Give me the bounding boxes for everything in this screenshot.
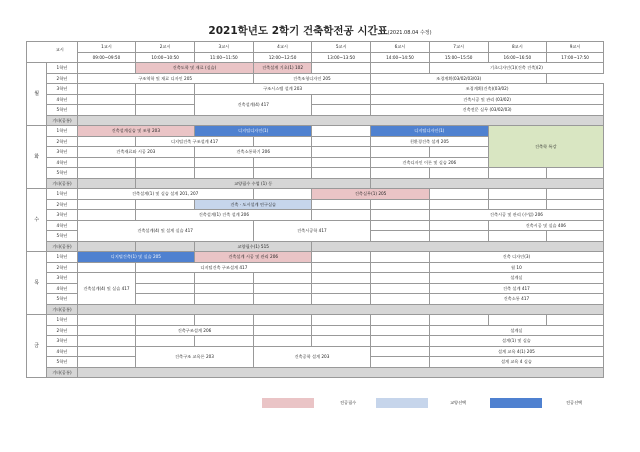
empty-cell xyxy=(371,231,430,242)
empty-cell xyxy=(77,115,603,126)
period-time: 17:00~17:50 xyxy=(547,52,604,63)
grade-label: 4학년 xyxy=(47,346,77,357)
course-cell: 조경계획(건축)(03/02) xyxy=(371,84,604,95)
course-cell: 건축설계(1) 및 실습 설계 201, 207 xyxy=(77,189,253,200)
empty-cell xyxy=(253,157,312,168)
empty-cell xyxy=(488,168,547,179)
grade-label: 2학년 xyxy=(47,325,77,336)
empty-cell xyxy=(312,210,371,221)
empty-cell xyxy=(253,273,312,284)
empty-cell xyxy=(547,231,604,242)
course-cell: 구조시스템 설계 203 xyxy=(195,84,371,95)
grade-label: 1학년 xyxy=(47,126,77,137)
empty-cell xyxy=(312,147,371,158)
empty-cell xyxy=(136,84,195,95)
empty-cell xyxy=(429,189,488,200)
empty-cell xyxy=(488,315,547,326)
empty-cell xyxy=(136,294,195,305)
empty-cell xyxy=(429,168,488,179)
empty-cell xyxy=(77,84,136,95)
empty-cell xyxy=(77,304,603,315)
course-cell: 건축공학 설계 203 xyxy=(253,346,370,367)
course-cell: 건축시공 및 실습 406 xyxy=(488,220,603,231)
empty-cell xyxy=(312,241,604,252)
grade-label: 기타(공통) xyxy=(47,241,77,252)
course-cell: 설계실 xyxy=(429,273,603,284)
course-cell: 건축실무(1) 205 xyxy=(312,189,429,200)
period-label: 4교시 xyxy=(253,42,312,53)
grade-label: 3학년 xyxy=(47,273,77,284)
empty-cell xyxy=(253,189,312,200)
grade-label: 1학년 xyxy=(47,315,77,326)
course-cell: 건축설계(4) 및 설계 실습 417 xyxy=(77,220,253,241)
empty-cell xyxy=(77,157,136,168)
empty-cell xyxy=(195,168,254,179)
empty-cell xyxy=(371,199,430,210)
empty-cell xyxy=(371,357,430,368)
empty-cell xyxy=(195,273,254,284)
grade-label: 2학년 xyxy=(47,199,77,210)
course-cell: 건축디자인 이론 및 실습 206 xyxy=(371,157,488,168)
legend-swatch-major-elective xyxy=(490,398,542,408)
legend-swatch-general-elective xyxy=(376,398,428,408)
empty-cell xyxy=(136,199,195,210)
empty-cell xyxy=(136,273,195,284)
empty-cell xyxy=(371,63,430,74)
course-cell: 디지털건축 구조설계 417 xyxy=(136,136,253,147)
period-label: 1교시 xyxy=(77,42,136,53)
course-cell: 건축 설계 417 xyxy=(429,283,603,294)
course-cell: 건축학 특강 xyxy=(488,126,603,168)
empty-cell xyxy=(312,283,371,294)
empty-cell xyxy=(253,136,312,147)
period-time: 15:00~15:50 xyxy=(429,52,488,63)
grade-label: 1학년 xyxy=(47,189,77,200)
day-label: 수 xyxy=(27,189,47,252)
course-cell: 기초디자인(1)(건축 건축)(2) xyxy=(429,63,603,74)
empty-cell xyxy=(312,157,371,168)
day-label: 목 xyxy=(27,252,47,315)
period-label: 8교시 xyxy=(488,42,547,53)
empty-cell xyxy=(371,147,430,158)
empty-cell xyxy=(488,231,547,242)
empty-cell xyxy=(371,294,430,305)
legend-label: 전공선택 xyxy=(566,400,583,405)
grade-label: 4학년 xyxy=(47,157,77,168)
empty-cell xyxy=(136,168,195,179)
empty-cell xyxy=(136,241,195,252)
day-label: 금 xyxy=(27,315,47,378)
empty-cell xyxy=(77,315,136,326)
empty-cell xyxy=(312,252,371,263)
empty-cell xyxy=(312,325,371,336)
empty-cell xyxy=(312,63,371,74)
period-label: 2교시 xyxy=(136,42,195,53)
course-cell: 디지털디자인(1) xyxy=(371,126,488,137)
page-title: 2021학년도 2학기 건축학전공 시간표(2021.08.04 수정) xyxy=(208,25,432,37)
empty-cell xyxy=(77,136,136,147)
empty-cell xyxy=(371,168,430,179)
grade-label: 3학년 xyxy=(47,210,77,221)
course-cell: 설계(1) 및 실습 xyxy=(429,336,603,347)
empty-cell xyxy=(77,178,136,189)
empty-cell xyxy=(253,315,312,326)
course-cell: 건축설계(4) 및 실습 417 xyxy=(77,273,136,305)
course-cell: 교양필수 수업 (1) 동 xyxy=(136,178,371,189)
empty-cell xyxy=(136,336,195,347)
legend-label: 교양선택 xyxy=(450,400,467,405)
grade-label: 4학년 xyxy=(47,94,77,105)
empty-cell xyxy=(253,325,312,336)
empty-cell xyxy=(77,63,136,74)
course-cell: 건축설계 시공 및 관리 206 xyxy=(195,252,312,263)
period-time: 13:00~13:50 xyxy=(312,52,371,63)
course-cell: 건축조형디자인 205 xyxy=(253,73,370,84)
empty-cell xyxy=(195,283,254,294)
empty-cell xyxy=(253,294,312,305)
empty-cell xyxy=(136,315,195,326)
legend-swatch-major-required xyxy=(262,398,314,408)
period-time: 11:00~11:50 xyxy=(195,52,254,63)
header-corner: 교시 xyxy=(27,42,78,63)
empty-cell xyxy=(195,157,254,168)
empty-cell xyxy=(312,336,371,347)
grade-label: 2학년 xyxy=(47,73,77,84)
empty-cell xyxy=(77,367,603,378)
empty-cell xyxy=(77,94,136,105)
course-cell: 건축소통 417 xyxy=(429,294,603,305)
empty-cell xyxy=(77,346,136,357)
course-cell: 친환경건축 설계 205 xyxy=(371,136,488,147)
period-label: 6교시 xyxy=(371,42,430,53)
empty-cell xyxy=(429,199,488,210)
course-cell: 건축재료와 시공 203 xyxy=(77,147,194,158)
empty-cell xyxy=(312,105,371,116)
empty-cell xyxy=(253,336,312,347)
empty-cell xyxy=(547,168,604,179)
empty-cell xyxy=(312,315,371,326)
grade-label: 5학년 xyxy=(47,357,77,368)
empty-cell xyxy=(371,178,604,189)
empty-cell xyxy=(136,157,195,168)
empty-cell xyxy=(547,315,604,326)
course-cell: 구조역학 및 재료 디자인 205 xyxy=(77,73,253,84)
period-time: 16:00~16:50 xyxy=(488,52,547,63)
course-cell: 건축설계 기초(1) 102 xyxy=(253,63,312,74)
course-cell: 설계 교육 4 실습 xyxy=(429,357,603,368)
empty-cell xyxy=(77,168,136,179)
empty-cell xyxy=(371,252,430,263)
empty-cell xyxy=(488,189,547,200)
empty-cell xyxy=(312,136,371,147)
period-time: 12:00~12:50 xyxy=(253,52,312,63)
empty-cell xyxy=(77,262,136,273)
grade-label: 기타(공통) xyxy=(47,304,77,315)
day-label: 월 xyxy=(27,63,47,126)
empty-cell xyxy=(77,336,136,347)
course-cell: 건축설계실습 및 조형 203 xyxy=(77,126,194,137)
day-label: 화 xyxy=(27,126,47,189)
period-time: 09:00~09:50 xyxy=(77,52,136,63)
course-cell: 건축시공 및 관리 (03/02) xyxy=(371,94,604,105)
course-cell: 건축설계(1) 건축 설계 206 xyxy=(136,210,312,221)
empty-cell xyxy=(77,199,136,210)
empty-cell xyxy=(136,94,195,105)
empty-cell xyxy=(77,325,136,336)
course-cell: 건축 · 도시설계 연구실습 xyxy=(195,199,312,210)
empty-cell xyxy=(312,94,371,105)
period-label: 9교시 xyxy=(547,42,604,53)
empty-cell xyxy=(253,168,312,179)
course-cell: 월 10 xyxy=(429,262,603,273)
course-cell: 건축시공 및 관리 (수업) 206 xyxy=(429,210,603,221)
course-cell: 설계 교육 4(1) 205 xyxy=(429,346,603,357)
course-cell: 건축구조설계 206 xyxy=(136,325,253,336)
period-label: 7교시 xyxy=(429,42,488,53)
empty-cell xyxy=(371,273,430,284)
empty-cell xyxy=(371,283,430,294)
empty-cell xyxy=(312,294,371,305)
empty-cell xyxy=(77,105,136,116)
grade-label: 5학년 xyxy=(47,105,77,116)
empty-cell xyxy=(312,168,371,179)
course-cell: 교양필수(1) 515 xyxy=(195,241,312,252)
empty-cell xyxy=(253,283,312,294)
course-cell: 디지털건축 구조설계 417 xyxy=(136,262,312,273)
empty-cell xyxy=(371,325,430,336)
empty-cell xyxy=(136,105,195,116)
period-time: 10:00~10:50 xyxy=(136,52,195,63)
empty-cell xyxy=(371,220,430,231)
empty-cell xyxy=(136,283,195,294)
grade-label: 기타(공통) xyxy=(47,367,77,378)
course-cell: 건축전문 실무 (03/02/03) xyxy=(371,105,604,116)
timetable xyxy=(26,41,604,378)
empty-cell xyxy=(77,357,136,368)
period-label: 5교시 xyxy=(312,42,371,53)
empty-cell xyxy=(371,346,430,357)
empty-cell xyxy=(312,199,371,210)
grade-label: 5학년 xyxy=(47,168,77,179)
grade-label: 기타(공통) xyxy=(47,178,77,189)
course-cell: 조경계획(03/02/03/03) xyxy=(371,73,547,84)
grade-label: 3학년 xyxy=(47,84,77,95)
empty-cell xyxy=(488,199,547,210)
empty-cell xyxy=(312,262,371,273)
empty-cell xyxy=(77,210,136,221)
grade-label: 4학년 xyxy=(47,283,77,294)
course-cell: 디지털디자인(1) xyxy=(195,126,312,137)
empty-cell xyxy=(312,273,371,284)
empty-cell xyxy=(312,126,371,137)
grade-label: 5학년 xyxy=(47,231,77,242)
empty-cell xyxy=(429,147,488,158)
course-cell: 건축시공학 417 xyxy=(253,220,370,241)
grade-label: 3학년 xyxy=(47,147,77,158)
empty-cell xyxy=(547,189,604,200)
period-label: 3교시 xyxy=(195,42,254,53)
course-cell: 디지털건축(1) 및 실습 205 xyxy=(77,252,194,263)
course-cell: 건축설계(4) 417 xyxy=(195,94,312,115)
empty-cell xyxy=(371,315,430,326)
grade-label: 1학년 xyxy=(47,63,77,74)
empty-cell xyxy=(429,220,488,231)
empty-cell xyxy=(429,231,488,242)
grade-label: 5학년 xyxy=(47,294,77,305)
empty-cell xyxy=(195,294,254,305)
course-cell: 설계실 xyxy=(429,325,603,336)
empty-cell xyxy=(371,210,430,221)
grade-label: 기타(공통) xyxy=(47,115,77,126)
course-cell: 건축구조 교육론 203 xyxy=(136,346,253,367)
course-cell: 건축도학 및 재료 (실습) xyxy=(136,63,253,74)
course-cell: 건축소통하기 206 xyxy=(195,147,312,158)
grade-label: 2학년 xyxy=(47,262,77,273)
empty-cell xyxy=(547,199,604,210)
empty-cell xyxy=(371,336,430,347)
grade-label: 2학년 xyxy=(47,136,77,147)
empty-cell xyxy=(77,241,136,252)
empty-cell xyxy=(429,315,488,326)
grade-label: 3학년 xyxy=(47,336,77,347)
legend xyxy=(0,398,640,410)
course-cell: 건축 디자인(3) xyxy=(429,252,603,263)
empty-cell xyxy=(195,315,254,326)
period-time: 14:00~14:50 xyxy=(371,52,430,63)
empty-cell xyxy=(195,336,254,347)
empty-cell xyxy=(371,262,430,273)
legend-label: 전공필수 xyxy=(340,400,357,405)
grade-label: 1학년 xyxy=(47,252,77,263)
grade-label: 4학년 xyxy=(47,220,77,231)
